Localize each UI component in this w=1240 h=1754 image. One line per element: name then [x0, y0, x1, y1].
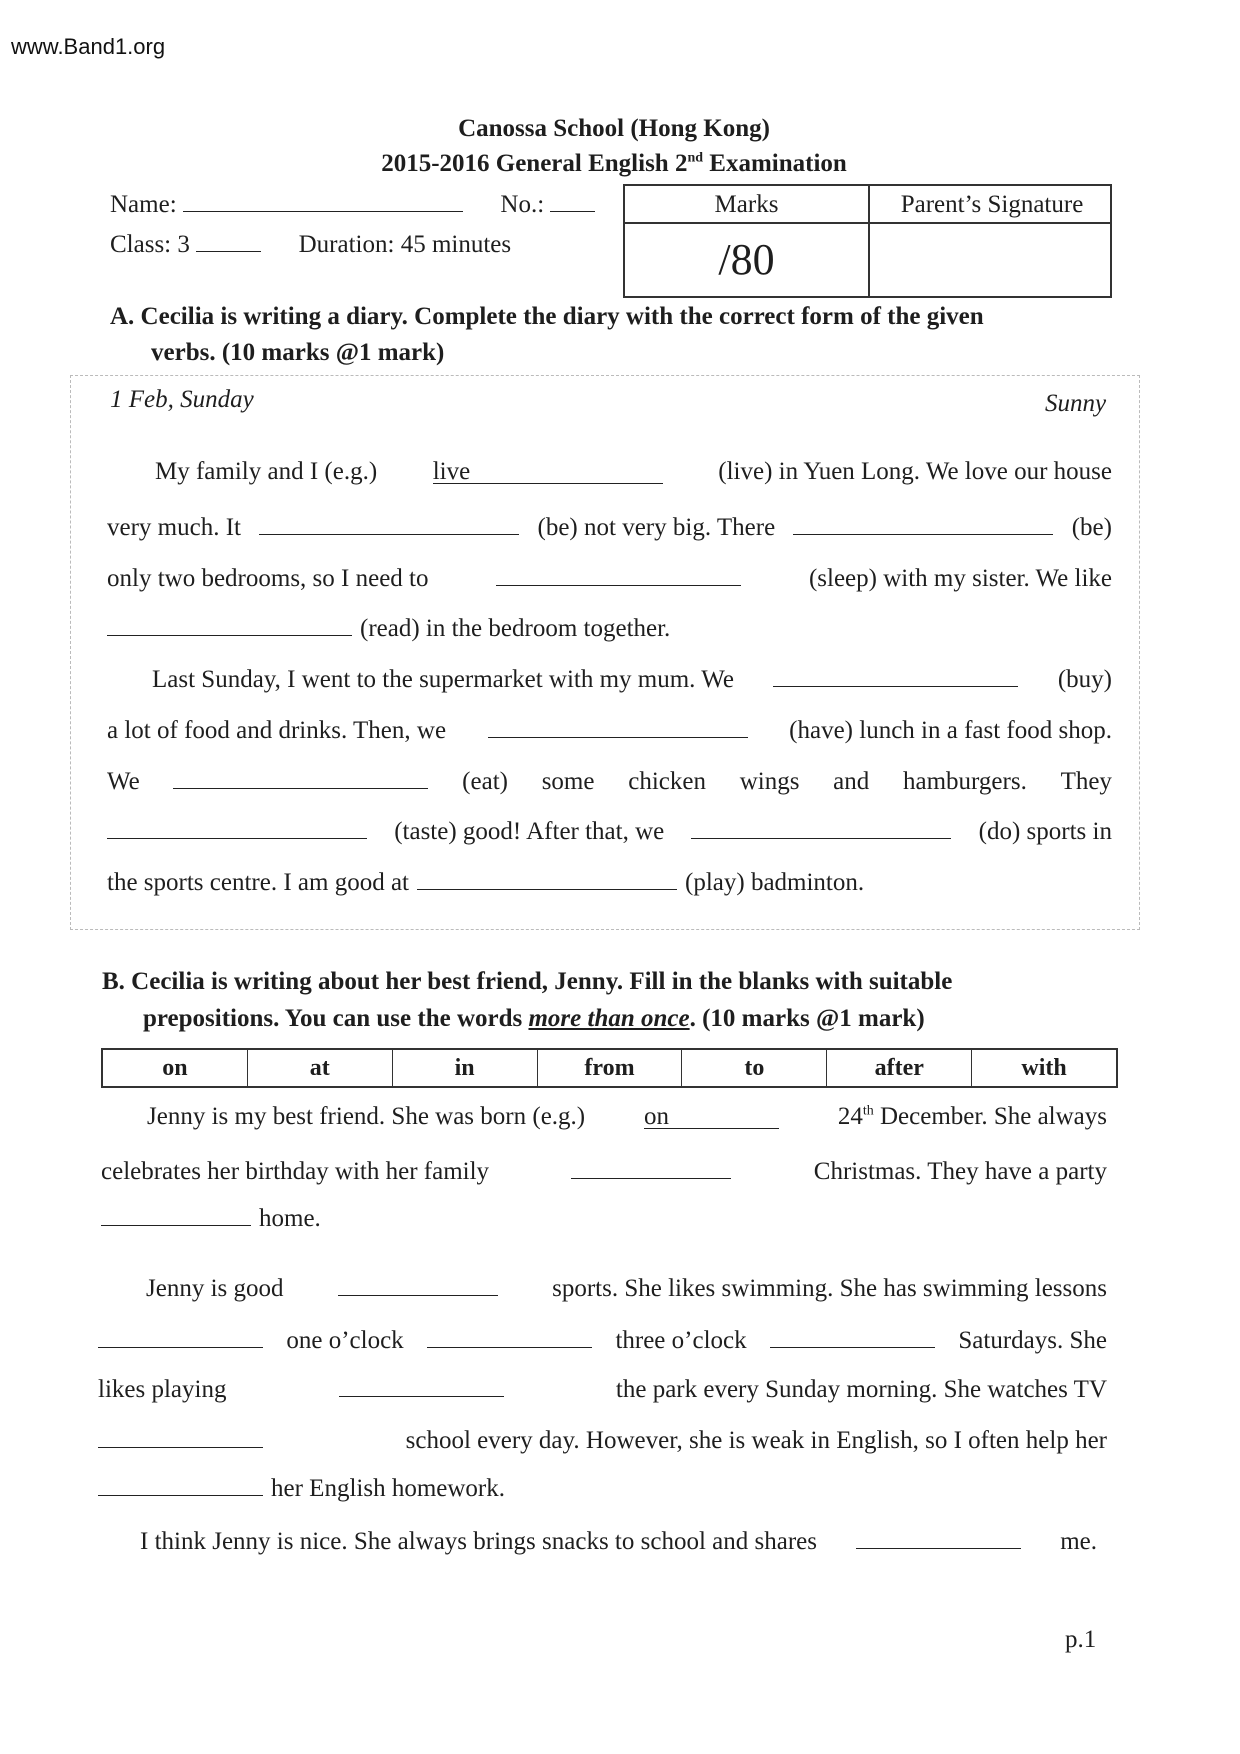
- no-field[interactable]: [550, 186, 595, 212]
- name-row: [110, 186, 595, 219]
- text: likes playing: [98, 1376, 227, 1403]
- diary-date: 1 Feb, Sunday: [110, 386, 254, 413]
- text: (buy): [1057, 666, 1112, 693]
- passage-line: [101, 1200, 1106, 1233]
- answer-blank[interactable]: [427, 1322, 592, 1348]
- diary-line: [107, 864, 1112, 897]
- text: hamburgers.: [903, 768, 1027, 795]
- text: (taste) good! After that, we: [394, 818, 665, 845]
- answer-blank[interactable]: [98, 1422, 263, 1448]
- answer-blank[interactable]: [691, 813, 951, 839]
- passage-line: [98, 1470, 1103, 1503]
- word-in: in: [393, 1050, 538, 1086]
- passage-line: [140, 1523, 1097, 1556]
- section-b-heading-2: [143, 1005, 925, 1033]
- text: and: [833, 768, 870, 795]
- signature-header: Parent’s Signature: [900, 191, 1084, 218]
- text: the sports centre. I am good at: [107, 869, 409, 896]
- answer-blank[interactable]: [98, 1322, 263, 1348]
- answer-blank[interactable]: [488, 712, 748, 738]
- text: one o’clock: [286, 1327, 404, 1354]
- total-marks: /80: [718, 235, 775, 284]
- text: (read) in the bedroom together.: [360, 615, 671, 642]
- text: wings: [739, 768, 800, 795]
- text: chicken: [628, 768, 706, 795]
- passage-line: [101, 1153, 1107, 1186]
- text: Jenny is my best friend. She was born (e.g.): [147, 1103, 586, 1130]
- text: three o’clock: [615, 1327, 747, 1354]
- diary-line: [107, 813, 1112, 846]
- diary-line: [107, 560, 1112, 593]
- example-answer: live: [433, 458, 663, 484]
- word-to: to: [682, 1050, 827, 1086]
- date-text: [838, 1103, 1107, 1131]
- text: home.: [259, 1205, 321, 1232]
- answer-blank[interactable]: [101, 1200, 251, 1226]
- answer-blank[interactable]: [338, 1270, 498, 1296]
- class-field[interactable]: [196, 226, 261, 252]
- answer-blank[interactable]: [259, 509, 519, 535]
- text: the park every Sunday morning. She watches TV: [615, 1376, 1107, 1403]
- answer-blank[interactable]: [773, 661, 1018, 687]
- text: sports. She likes swimming. She has swimming lessons: [552, 1275, 1107, 1302]
- text: I think Jenny is nice. She always brings snacks to school and shares: [140, 1528, 817, 1555]
- diary-line: [107, 509, 1112, 542]
- word-at: at: [248, 1050, 393, 1086]
- exam-title: [0, 150, 1228, 178]
- text: very much. It: [107, 514, 241, 541]
- diary-weather: Sunny: [1045, 390, 1107, 417]
- section-a-heading: A. Cecilia is writing a diary. Complete the diary with the correct form of the given: [110, 303, 984, 330]
- text: me.: [1060, 1528, 1097, 1555]
- passage-line: [98, 1371, 1107, 1404]
- text: My family and I (e.g.): [155, 458, 378, 485]
- diary-line: [107, 712, 1112, 745]
- class-row: [110, 226, 511, 259]
- example-answer: on: [644, 1103, 779, 1129]
- answer-blank[interactable]: [571, 1153, 731, 1179]
- passage-line: [147, 1103, 1107, 1131]
- word-after: after: [827, 1050, 972, 1086]
- passage-line: [146, 1270, 1107, 1303]
- name-field[interactable]: [183, 186, 463, 212]
- diary-line: [107, 610, 1112, 643]
- answer-blank[interactable]: [107, 610, 352, 636]
- emphasis: more than once: [528, 1005, 690, 1032]
- text: (be) not very big. There: [537, 514, 776, 541]
- text: (live) in Yuen Long. We love our house: [718, 458, 1112, 485]
- text: They: [1060, 768, 1112, 795]
- passage-line: [98, 1322, 1107, 1355]
- marks-header: Marks: [714, 191, 779, 218]
- word-bank: [101, 1048, 1118, 1088]
- text: (have) lunch in a fast food shop.: [789, 717, 1112, 744]
- text: We: [107, 768, 140, 795]
- text: (be): [1071, 514, 1112, 541]
- text: . (10 marks @1 mark): [689, 1005, 925, 1032]
- text: only two bedrooms, so I need to: [107, 565, 429, 592]
- text: Jenny is good: [146, 1275, 284, 1302]
- text: (eat): [462, 768, 508, 795]
- answer-blank[interactable]: [793, 509, 1053, 535]
- answer-blank[interactable]: [856, 1523, 1021, 1549]
- text: Christmas. They have a party: [813, 1158, 1107, 1185]
- diary-line: [107, 763, 1112, 796]
- exam-title-sup: nd: [687, 150, 704, 166]
- diary-line: [155, 458, 1112, 486]
- text: her English homework.: [271, 1475, 505, 1502]
- answer-blank[interactable]: [339, 1371, 504, 1397]
- text: (play) badminton.: [685, 869, 865, 896]
- answer-blank[interactable]: [496, 560, 741, 586]
- site-watermark: www.Band1.org: [11, 34, 166, 59]
- text: (sleep) with my sister. We like: [808, 565, 1112, 592]
- no-label: No.:: [500, 191, 545, 218]
- school-name: Canossa School (Hong Kong): [458, 115, 770, 142]
- signature-field[interactable]: [870, 224, 1110, 296]
- text: celebrates her birthday with her family: [101, 1158, 490, 1185]
- word-with: with: [1021, 1055, 1067, 1081]
- class-label: Class: 3: [110, 231, 190, 258]
- text: school every day. However, she is weak in English, so I often help her: [405, 1427, 1107, 1454]
- word-on: on: [103, 1050, 248, 1086]
- section-a-heading-2: verbs. (10 marks @1 mark): [151, 339, 445, 366]
- section-b-heading: B. Cecilia is writing about her best friend, Jenny. Fill in the blanks with suitable: [102, 968, 953, 995]
- text: December. She always: [873, 1103, 1107, 1130]
- text: (do) sports in: [978, 818, 1112, 845]
- diary-line: [152, 661, 1112, 694]
- text: some: [541, 768, 595, 795]
- answer-blank[interactable]: [417, 864, 677, 890]
- text: 24: [837, 1103, 863, 1130]
- word-from: from: [538, 1050, 683, 1086]
- answer-blank[interactable]: [98, 1470, 263, 1496]
- text: a lot of food and drinks. Then, we: [107, 717, 447, 744]
- answer-blank[interactable]: [107, 813, 367, 839]
- page-number: p.1: [1065, 1626, 1097, 1653]
- text: Saturdays. She: [958, 1327, 1107, 1354]
- text: th: [862, 1103, 874, 1119]
- exam-title-text: 2015-2016 General English 2: [381, 150, 688, 177]
- passage-line: [98, 1422, 1107, 1455]
- text: prepositions. You can use the words: [143, 1005, 529, 1032]
- marks-table: [623, 184, 1112, 298]
- duration: Duration: 45 minutes: [298, 231, 512, 258]
- answer-blank[interactable]: [173, 763, 428, 789]
- exam-title-tail: Examination: [703, 150, 847, 177]
- answer-blank[interactable]: [770, 1322, 935, 1348]
- name-label: Name:: [110, 191, 177, 218]
- text: Last Sunday, I went to the supermarket with my mum. We: [152, 666, 734, 693]
